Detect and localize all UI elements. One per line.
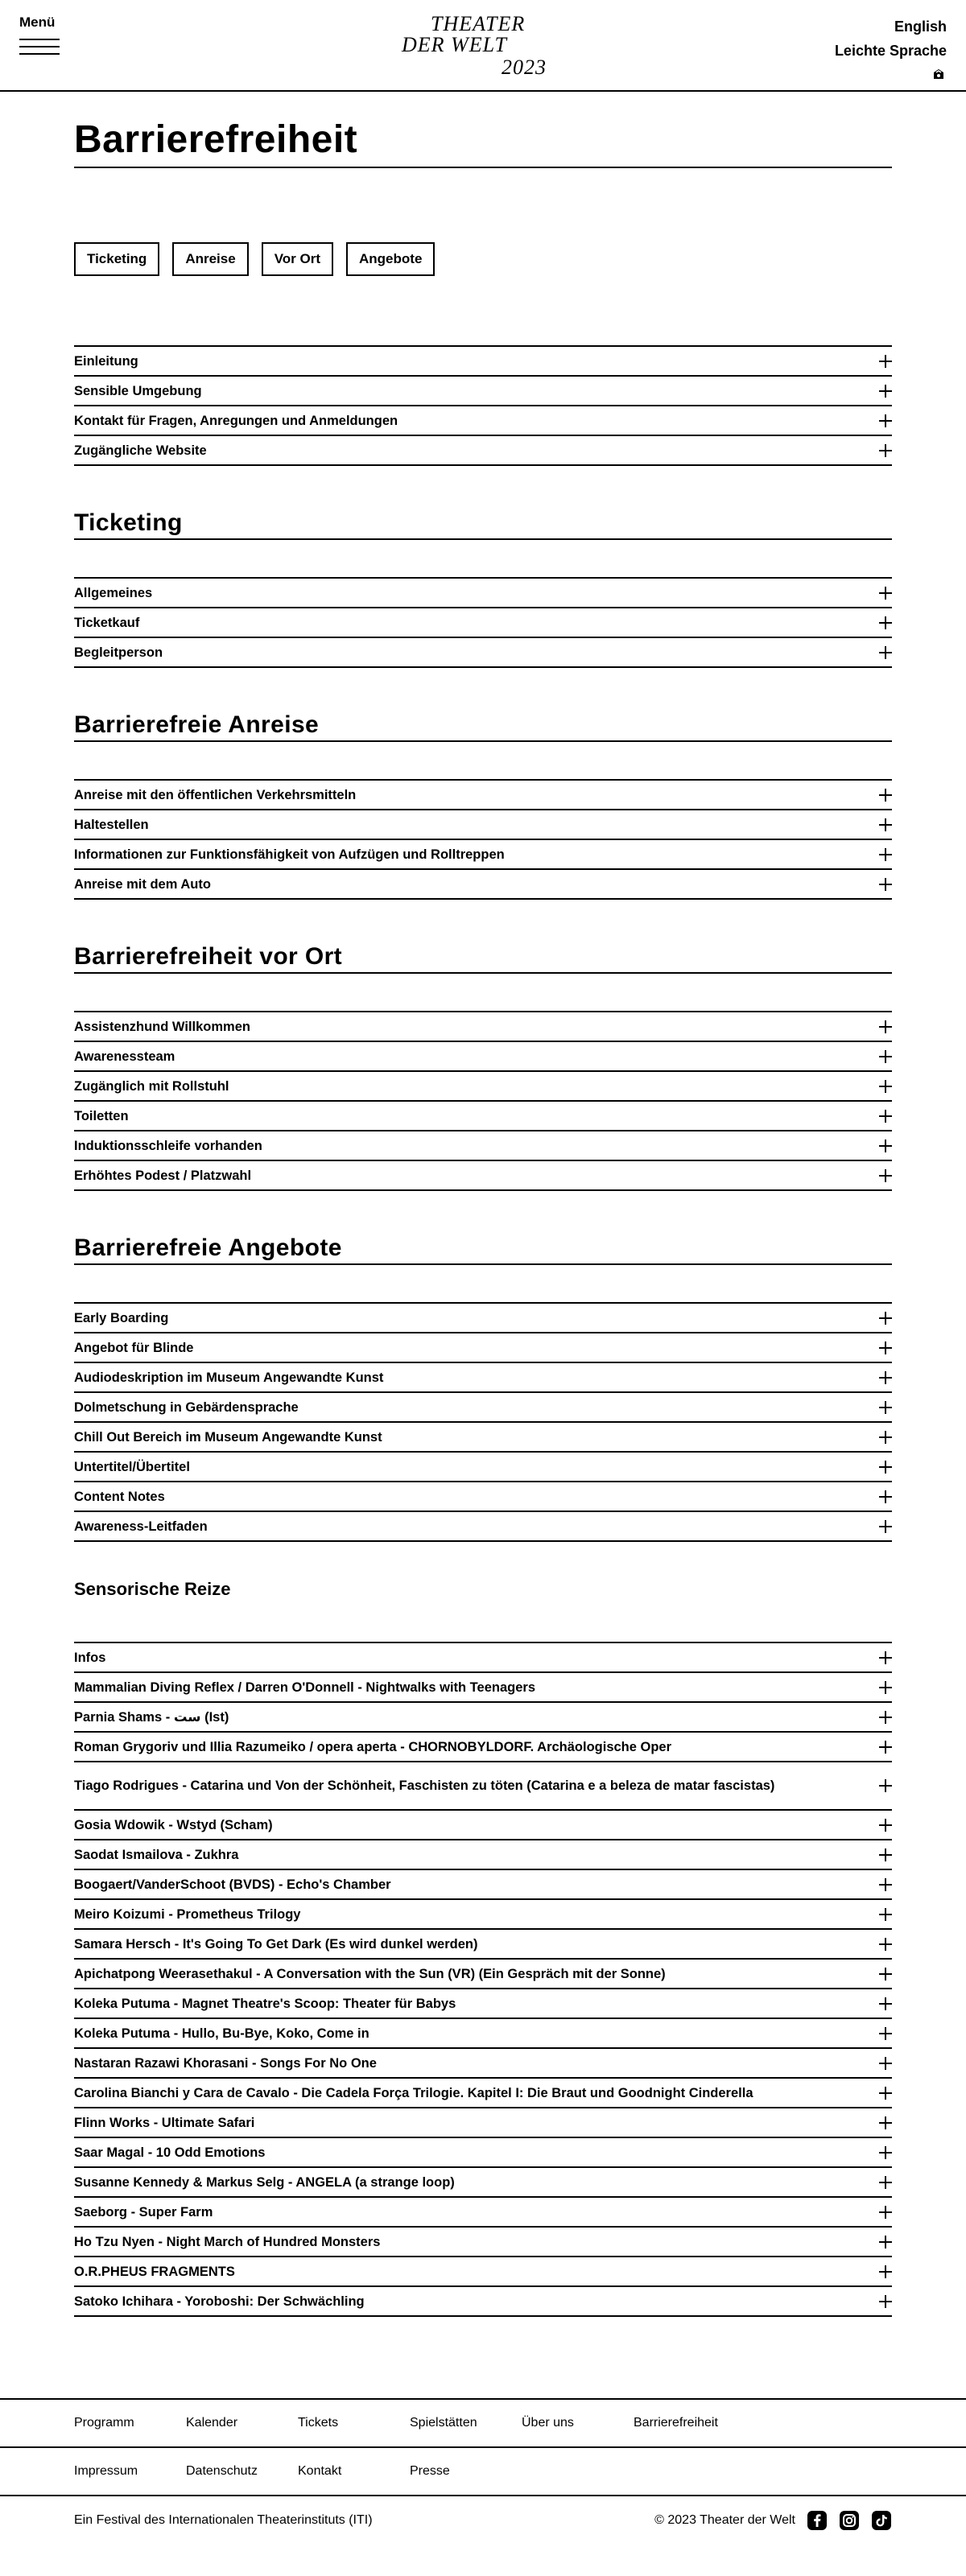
accordion-item[interactable] [74, 579, 892, 608]
accordion-label: Ho Tzu Nyen - Night March of Hundred Monsters [74, 2234, 381, 2249]
accordion-label: O.R.PHEUS FRAGMENTS [74, 2264, 235, 2279]
accordion-item[interactable] [74, 436, 892, 466]
accordion-label: Anreise mit den öffentlichen Verkehrsmitteln [74, 787, 357, 802]
plus-icon [879, 616, 892, 629]
accordion-label: Susanne Kennedy & Markus Selg - ANGELA (a strange loop) [74, 2174, 455, 2190]
tab-angebote[interactable]: Angebote [346, 242, 435, 276]
accordion-item[interactable] [74, 1072, 892, 1102]
plus-icon [879, 2176, 892, 2189]
footer-link-tickets[interactable]: Tickets [298, 2416, 339, 2430]
plus-icon [879, 1312, 892, 1325]
tab-anreise[interactable]: Anreise [172, 242, 248, 276]
footer-link-impressum[interactable]: Impressum [74, 2464, 138, 2478]
accordion-label: Meiro Koizumi - Prometheus Trilogy [74, 1906, 301, 1922]
accordion-label: Boogaert/VanderSchoot (BVDS) - Echo's Chamber [74, 1877, 391, 1892]
section-title-vor-ort: Barrierefreiheit vor Ort [74, 943, 892, 974]
ticketing-accordion [74, 577, 892, 668]
section-tabs [74, 242, 892, 276]
plus-icon [879, 878, 892, 891]
accordion-item[interactable] [74, 2019, 892, 2049]
plus-icon [879, 1741, 892, 1754]
plus-icon [879, 1997, 892, 2010]
plus-icon [879, 1140, 892, 1152]
accordion-label: Satoko Ichihara - Yoroboshi: Der Schwächling [74, 2294, 365, 2309]
instagram-icon[interactable] [839, 2510, 860, 2531]
accordion-label: Awarenessteam [74, 1049, 175, 1064]
accordion-item[interactable] [74, 2138, 892, 2168]
plus-icon [879, 1968, 892, 1980]
plus-icon [879, 1020, 892, 1033]
plus-icon [879, 2116, 892, 2129]
accordion-item[interactable] [74, 2257, 892, 2287]
accordion-item[interactable] [74, 1131, 892, 1161]
accordion-label: Assistenzhund Willkommen [74, 1019, 250, 1034]
logo-line-3: 2023 [502, 56, 547, 79]
accordion-item[interactable] [74, 2108, 892, 2138]
plus-icon [879, 587, 892, 600]
footer-nav-secondary [0, 2446, 966, 2495]
section-title-anreise: Barrierefreie Anreise [74, 711, 892, 742]
plus-icon [879, 1651, 892, 1664]
accordion-item[interactable] [74, 781, 892, 810]
accordion-label: Content Notes [74, 1489, 165, 1504]
footer-link-barrierefreiheit[interactable]: Barrierefreiheit [634, 2416, 718, 2430]
plus-icon [879, 1819, 892, 1832]
plus-icon [879, 848, 892, 861]
tab-vor-ort[interactable]: Vor Ort [262, 242, 333, 276]
accordion-item[interactable] [74, 1900, 892, 1930]
accordion-label: Carolina Bianchi y Cara de Cavalo - Die Cadela Força Trilogie. Kapitel I: Die Braut und Goodnight Cinderella [74, 2085, 753, 2100]
accordion-label: Koleka Putuma - Magnet Theatre's Scoop: Theater für Babys [74, 1996, 456, 2011]
accordion-label: Induktionsschleife vorhanden [74, 1138, 262, 1153]
footer-link-ueber-uns[interactable]: Über uns [522, 2416, 574, 2430]
header-language-links [835, 14, 947, 86]
accordion-item[interactable] [74, 608, 892, 638]
plus-icon [879, 2057, 892, 2070]
accordion-label: Sensible Umgebung [74, 383, 202, 398]
accordion-label: Apichatpong Weerasethakul - A Conversation with the Sun (VR) (Ein Gespräch mit der Sonne) [74, 1966, 666, 1981]
sensorisch-accordion [74, 1642, 892, 2317]
plus-icon [879, 2295, 892, 2308]
copyright-text: © 2023 Theater der Welt [654, 2513, 795, 2527]
accordion-item[interactable] [74, 1989, 892, 2019]
plus-icon [879, 789, 892, 802]
intro-accordion [74, 345, 892, 466]
accordion-item[interactable] [74, 2079, 892, 2108]
accordion-item[interactable] [74, 1673, 892, 1703]
easy-language-link[interactable]: Leichte Sprache [834, 43, 947, 59]
accordion-label: Saodat Ismailova - Zukhra [74, 1847, 239, 1862]
accordion-label: Toiletten [74, 1108, 129, 1123]
footer-link-datenschutz[interactable]: Datenschutz [186, 2464, 258, 2478]
accordion-label: Saar Magal - 10 Odd Emotions [74, 2145, 266, 2160]
plus-icon [879, 2236, 892, 2248]
accordion-label: Angebot für Blinde [74, 1340, 194, 1355]
plus-icon [879, 2146, 892, 2159]
section-title-sensorisch: Sensorische Reize [74, 1579, 231, 1599]
accordion-item[interactable] [74, 1762, 892, 1811]
accordion-label: Allgemeines [74, 585, 153, 600]
accordion-label: Erhöhtes Podest / Platzwahl [74, 1168, 252, 1183]
accordion-item[interactable] [74, 840, 892, 870]
accordion-item[interactable] [74, 870, 892, 900]
accordion-item[interactable] [74, 2168, 892, 2198]
plus-icon [879, 1490, 892, 1503]
plus-icon [879, 818, 892, 831]
accordion-label: Samara Hersch - It's Going To Get Dark (Es wird dunkel werden) [74, 1936, 478, 1952]
accordion-item[interactable] [74, 1643, 892, 1673]
logo-line-1: THEATER [431, 12, 526, 35]
footer-link-spielstaetten[interactable]: Spielstätten [410, 2416, 477, 2430]
accordion-label: Kontakt für Fragen, Anregungen und Anmeldungen [74, 413, 398, 428]
logo-graphic [398, 11, 568, 79]
accordion-item[interactable] [74, 1703, 892, 1733]
accordion-item[interactable] [74, 1960, 892, 1989]
plus-icon [879, 2027, 892, 2040]
facebook-icon[interactable] [807, 2510, 828, 2531]
footer-link-programm[interactable]: Programm [74, 2416, 134, 2430]
plus-icon [879, 2206, 892, 2219]
accordion-label: Infos [74, 1650, 106, 1665]
main-content [0, 92, 892, 2317]
accordion-label: Einleitung [74, 353, 138, 369]
accordion-item[interactable] [74, 1393, 892, 1423]
section-title-ticketing: Ticketing [74, 509, 892, 540]
accordion-item[interactable] [74, 1512, 892, 1542]
accordion-label: Roman Grygoriv und Illia Razumeiko / opera aperta - CHORNOBYLDORF. Archäologische Oper [74, 1739, 672, 1754]
plus-icon [879, 1908, 892, 1921]
tab-ticketing[interactable]: Ticketing [74, 242, 159, 276]
accordion-label: Begleitperson [74, 645, 163, 660]
accordion-item[interactable] [74, 1930, 892, 1960]
plus-icon [879, 1110, 892, 1123]
plus-icon [879, 1878, 892, 1891]
accordion-item[interactable] [74, 2049, 892, 2079]
accordion-item[interactable] [74, 1811, 892, 1840]
accordion-item[interactable] [74, 347, 892, 377]
footer-right [654, 2510, 892, 2531]
tiktok-icon[interactable] [871, 2510, 892, 2531]
accordion-label: Untertitel/Übertitel [74, 1459, 190, 1474]
accordion-item[interactable] [74, 1012, 892, 1042]
plus-icon [879, 1050, 892, 1063]
accordion-label: Nastaran Razawi Khorasani - Songs For No One [74, 2055, 377, 2071]
vor-ort-accordion [74, 1011, 892, 1191]
accordion-label: Flinn Works - Ultimate Safari [74, 2115, 255, 2130]
accordion-label: Zugänglich mit Rollstuhl [74, 1078, 229, 1094]
accordion-item[interactable] [74, 810, 892, 840]
plus-icon [879, 2087, 892, 2100]
angebote-accordion [74, 1302, 892, 1542]
accordion-item[interactable] [74, 1102, 892, 1131]
plus-icon [879, 1431, 892, 1444]
accordion-item[interactable] [74, 1870, 892, 1900]
plus-icon [879, 1371, 892, 1384]
section-title-angebote: Barrierefreie Angebote [74, 1234, 892, 1265]
accordion-label: Saeborg - Super Farm [74, 2204, 213, 2219]
accordion-label: Anreise mit dem Auto [74, 876, 211, 892]
footer-bottom [0, 2495, 966, 2545]
accordion-item[interactable] [74, 1482, 892, 1512]
logo-line-2: DER WELT [402, 33, 507, 56]
plus-icon [879, 385, 892, 398]
accordion-item[interactable] [74, 406, 892, 436]
site-header [0, 0, 966, 92]
festival-logo[interactable] [398, 11, 568, 79]
footer-link-presse[interactable]: Presse [410, 2464, 450, 2478]
plus-icon [879, 2265, 892, 2278]
accordion-label: Tiago Rodrigues - Catarina und Von der Schönheit, Faschisten zu töten (Catarina e a beleza de matar fascistas) [74, 1778, 775, 1793]
accordion-label: Dolmetschung in Gebärdensprache [74, 1399, 299, 1415]
sign-language-icon[interactable] [931, 66, 947, 86]
plus-icon [879, 1342, 892, 1354]
accordion-item[interactable] [74, 1423, 892, 1453]
accordion-label: Zugängliche Website [74, 443, 207, 458]
accordion-label: Koleka Putuma - Hullo, Bu-Bye, Koko, Come in [74, 2026, 369, 2041]
accordion-item[interactable] [74, 2228, 892, 2257]
footer-link-kontakt[interactable]: Kontakt [298, 2464, 342, 2478]
accordion-item[interactable] [74, 1453, 892, 1482]
accordion-item[interactable] [74, 1161, 892, 1191]
plus-icon [879, 1169, 892, 1182]
accordion-item[interactable] [74, 2287, 892, 2317]
plus-icon [879, 1779, 892, 1792]
plus-icon [879, 1681, 892, 1694]
plus-icon [879, 1461, 892, 1473]
accordion-item[interactable] [74, 1733, 892, 1762]
festival-text: Ein Festival des Internationalen Theaterinstituts (ITI) [74, 2513, 373, 2527]
accordion-item[interactable] [74, 377, 892, 406]
accordion-label: Mammalian Diving Reflex / Darren O'Donnell - Nightwalks with Teenagers [74, 1680, 535, 1695]
menu-button[interactable] [19, 14, 61, 60]
accordion-item[interactable] [74, 1333, 892, 1363]
site-footer [0, 2398, 966, 2545]
accordion-item[interactable] [74, 638, 892, 668]
accordion-item[interactable] [74, 2198, 892, 2228]
hamburger-icon [19, 39, 60, 55]
footer-link-kalender[interactable]: Kalender [186, 2416, 238, 2430]
accordion-item[interactable] [74, 1363, 892, 1393]
plus-icon [879, 1520, 892, 1533]
plus-icon [879, 414, 892, 427]
plus-icon [879, 1849, 892, 1861]
plus-icon [879, 1080, 892, 1093]
accordion-label: Audiodeskription im Museum Angewandte Kunst [74, 1370, 384, 1385]
plus-icon [879, 355, 892, 368]
accordion-label: Informationen zur Funktionsfähigkeit von Aufzügen und Rolltreppen [74, 847, 505, 862]
accordion-label: Haltestellen [74, 817, 149, 832]
plus-icon [879, 646, 892, 659]
plus-icon [879, 1401, 892, 1414]
english-link[interactable]: English [894, 19, 947, 35]
accordion-label: Gosia Wdowik - Wstyd (Scham) [74, 1817, 273, 1832]
anreise-accordion [74, 779, 892, 900]
plus-icon [879, 444, 892, 457]
accordion-label: Parnia Shams - ‌ست (Ist) [74, 1709, 229, 1725]
accordion-item[interactable] [74, 1304, 892, 1333]
page-title: Barrierefreiheit [74, 92, 892, 168]
accordion-label: Early Boarding [74, 1310, 169, 1325]
accordion-label: Ticketkauf [74, 615, 140, 630]
accordion-item[interactable] [74, 1042, 892, 1072]
footer-nav-primary [0, 2398, 966, 2446]
plus-icon [879, 1938, 892, 1951]
accordion-label: Chill Out Bereich im Museum Angewandte Kunst [74, 1429, 382, 1445]
accordion-item[interactable] [74, 1840, 892, 1870]
accordion-label: Awareness-Leitfaden [74, 1519, 208, 1534]
plus-icon [879, 1711, 892, 1724]
menu-label: Menü [19, 14, 56, 30]
